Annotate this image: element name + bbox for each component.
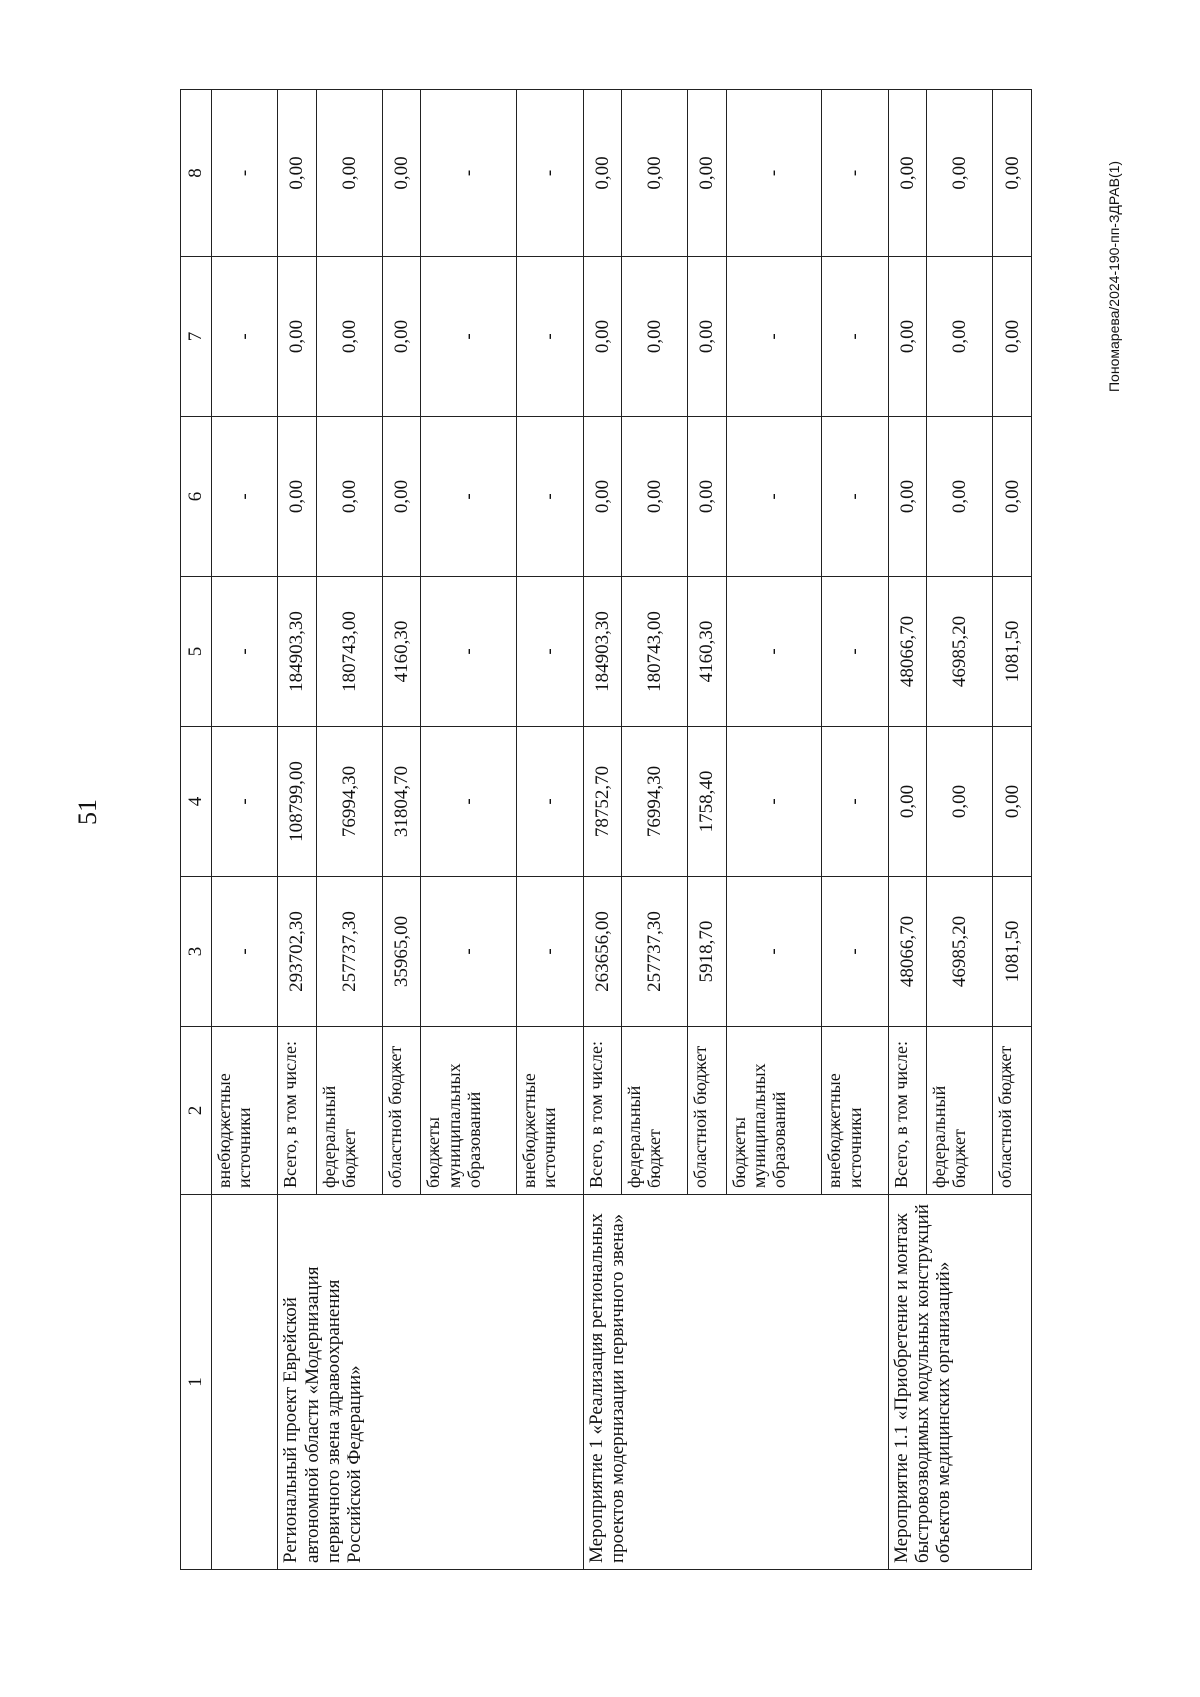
amount-cell: 1081,50 xyxy=(993,577,1032,727)
amount-cell: 0,00 xyxy=(316,417,382,577)
amount-cell: - xyxy=(517,417,583,577)
funding-source-cell: федеральный бюджет xyxy=(927,1027,993,1195)
amount-cell: - xyxy=(421,417,517,577)
amount-cell: - xyxy=(822,257,888,417)
amount-cell: 0,00 xyxy=(278,90,316,257)
funding-source-cell: Всего, в том числе: xyxy=(888,1027,926,1195)
amount-cell: 0,00 xyxy=(993,417,1032,577)
amount-cell: 4160,30 xyxy=(688,577,726,727)
header-cell: 6 xyxy=(181,417,212,577)
amount-cell: 46985,20 xyxy=(927,877,993,1027)
amount-cell: - xyxy=(726,417,822,577)
amount-cell: 0,00 xyxy=(888,417,926,577)
amount-cell: 0,00 xyxy=(927,257,993,417)
funding-source-cell: федеральный бюджет xyxy=(316,1027,382,1195)
amount-cell: - xyxy=(421,727,517,877)
amount-cell: 0,00 xyxy=(688,417,726,577)
amount-cell: 0,00 xyxy=(993,90,1032,257)
funding-source-cell: областной бюджет xyxy=(993,1027,1032,1195)
amount-cell: 263656,00 xyxy=(583,877,621,1027)
amount-cell: 184903,30 xyxy=(583,577,621,727)
amount-cell: 0,00 xyxy=(993,727,1032,877)
amount-cell: 0,00 xyxy=(621,90,687,257)
funding-source-cell: федеральный бюджет xyxy=(621,1027,687,1195)
budget-table-container xyxy=(180,90,1032,1570)
amount-cell: 0,00 xyxy=(621,257,687,417)
amount-cell: 0,00 xyxy=(927,90,993,257)
amount-cell: - xyxy=(421,577,517,727)
amount-cell: - xyxy=(726,257,822,417)
amount-cell: - xyxy=(726,577,822,727)
header-cell: 1 xyxy=(181,1195,212,1570)
amount-cell: - xyxy=(517,257,583,417)
page-number: 51 xyxy=(73,799,102,825)
funding-source-cell: областной бюджет xyxy=(383,1027,421,1195)
amount-cell: 0,00 xyxy=(583,417,621,577)
table-row xyxy=(278,90,316,1570)
funding-source-cell: бюджеты муниципальных образований xyxy=(421,1027,517,1195)
amount-cell: 76994,30 xyxy=(621,727,687,877)
amount-cell: 257737,30 xyxy=(316,877,382,1027)
table-row xyxy=(888,90,926,1570)
amount-cell: 1081,50 xyxy=(993,877,1032,1027)
event-name-cell: Региональный проект Еврейской автономной области «Модернизация первичного звена здравоохранения Российской Федерации» xyxy=(278,1195,583,1570)
header-cell: 5 xyxy=(181,577,212,727)
header-cell: 3 xyxy=(181,877,212,1027)
amount-cell: - xyxy=(517,727,583,877)
amount-cell: - xyxy=(822,417,888,577)
funding-source-cell: внебюджетные источники xyxy=(212,1027,278,1195)
amount-cell: 5918,70 xyxy=(688,877,726,1027)
funding-source-cell: внебюджетные источники xyxy=(517,1027,583,1195)
amount-cell: - xyxy=(212,577,278,727)
amount-cell: 0,00 xyxy=(583,90,621,257)
header-cell: 8 xyxy=(181,90,212,257)
amount-cell: - xyxy=(212,727,278,877)
amount-cell: - xyxy=(421,90,517,257)
amount-cell: - xyxy=(212,877,278,1027)
amount-cell: 0,00 xyxy=(927,727,993,877)
amount-cell: 0,00 xyxy=(927,417,993,577)
amount-cell: 0,00 xyxy=(316,257,382,417)
amount-cell: 76994,30 xyxy=(316,727,382,877)
amount-cell: - xyxy=(726,727,822,877)
funding-source-cell: бюджеты муниципальных образований xyxy=(726,1027,822,1195)
amount-cell: 0,00 xyxy=(688,90,726,257)
amount-cell: 257737,30 xyxy=(621,877,687,1027)
document-code: Пономарева/2024-190-пп-ЗДРАВ(1) xyxy=(1106,160,1122,392)
funding-source-cell: Всего, в том числе: xyxy=(583,1027,621,1195)
amount-cell: - xyxy=(212,417,278,577)
amount-cell: 0,00 xyxy=(278,417,316,577)
table-header-row xyxy=(181,90,212,1570)
amount-cell: 0,00 xyxy=(383,417,421,577)
table-row xyxy=(212,90,278,1570)
amount-cell: - xyxy=(421,257,517,417)
amount-cell: - xyxy=(822,577,888,727)
amount-cell: 4160,30 xyxy=(383,577,421,727)
amount-cell: 0,00 xyxy=(888,90,926,257)
funding-source-cell: внебюджетные источники xyxy=(822,1027,888,1195)
header-cell: 2 xyxy=(181,1027,212,1195)
event-name-cell: Мероприятие 1 «Реализация региональных проектов модернизации первичного звена» xyxy=(583,1195,888,1570)
header-cell: 4 xyxy=(181,727,212,877)
amount-cell: - xyxy=(822,877,888,1027)
amount-cell: 0,00 xyxy=(888,727,926,877)
amount-cell: 108799,00 xyxy=(278,727,316,877)
amount-cell: 0,00 xyxy=(383,257,421,417)
amount-cell: 0,00 xyxy=(316,90,382,257)
amount-cell: - xyxy=(212,257,278,417)
amount-cell: 0,00 xyxy=(583,257,621,417)
amount-cell: 0,00 xyxy=(621,417,687,577)
amount-cell: 180743,00 xyxy=(316,577,382,727)
amount-cell: 48066,70 xyxy=(888,877,926,1027)
amount-cell: - xyxy=(726,877,822,1027)
amount-cell: - xyxy=(517,90,583,257)
amount-cell: - xyxy=(822,90,888,257)
funding-source-cell: Всего, в том числе: xyxy=(278,1027,316,1195)
table-body xyxy=(212,90,1032,1570)
amount-cell: - xyxy=(421,877,517,1027)
amount-cell: - xyxy=(517,877,583,1027)
event-name-cell: Мероприятие 1.1 «Приобретение и монтаж быстровозводимых модульных конструкций объектов медицинских организаций» xyxy=(888,1195,1031,1570)
amount-cell: - xyxy=(212,90,278,257)
amount-cell: 0,00 xyxy=(278,257,316,417)
amount-cell: 46985,20 xyxy=(927,577,993,727)
header-cell: 7 xyxy=(181,257,212,417)
amount-cell: 0,00 xyxy=(888,257,926,417)
funding-source-cell: областной бюджет xyxy=(688,1027,726,1195)
amount-cell: - xyxy=(726,90,822,257)
amount-cell: - xyxy=(517,577,583,727)
table-row xyxy=(583,90,621,1570)
event-name-cell xyxy=(212,1195,278,1570)
amount-cell: 48066,70 xyxy=(888,577,926,727)
amount-cell: 0,00 xyxy=(688,257,726,417)
budget-table xyxy=(180,89,1032,1570)
amount-cell: 31804,70 xyxy=(383,727,421,877)
amount-cell: 0,00 xyxy=(383,90,421,257)
amount-cell: 35965,00 xyxy=(383,877,421,1027)
amount-cell: 1758,40 xyxy=(688,727,726,877)
amount-cell: 78752,70 xyxy=(583,727,621,877)
amount-cell: 0,00 xyxy=(993,257,1032,417)
amount-cell: 293702,30 xyxy=(278,877,316,1027)
amount-cell: 180743,00 xyxy=(621,577,687,727)
amount-cell: - xyxy=(822,727,888,877)
amount-cell: 184903,30 xyxy=(278,577,316,727)
